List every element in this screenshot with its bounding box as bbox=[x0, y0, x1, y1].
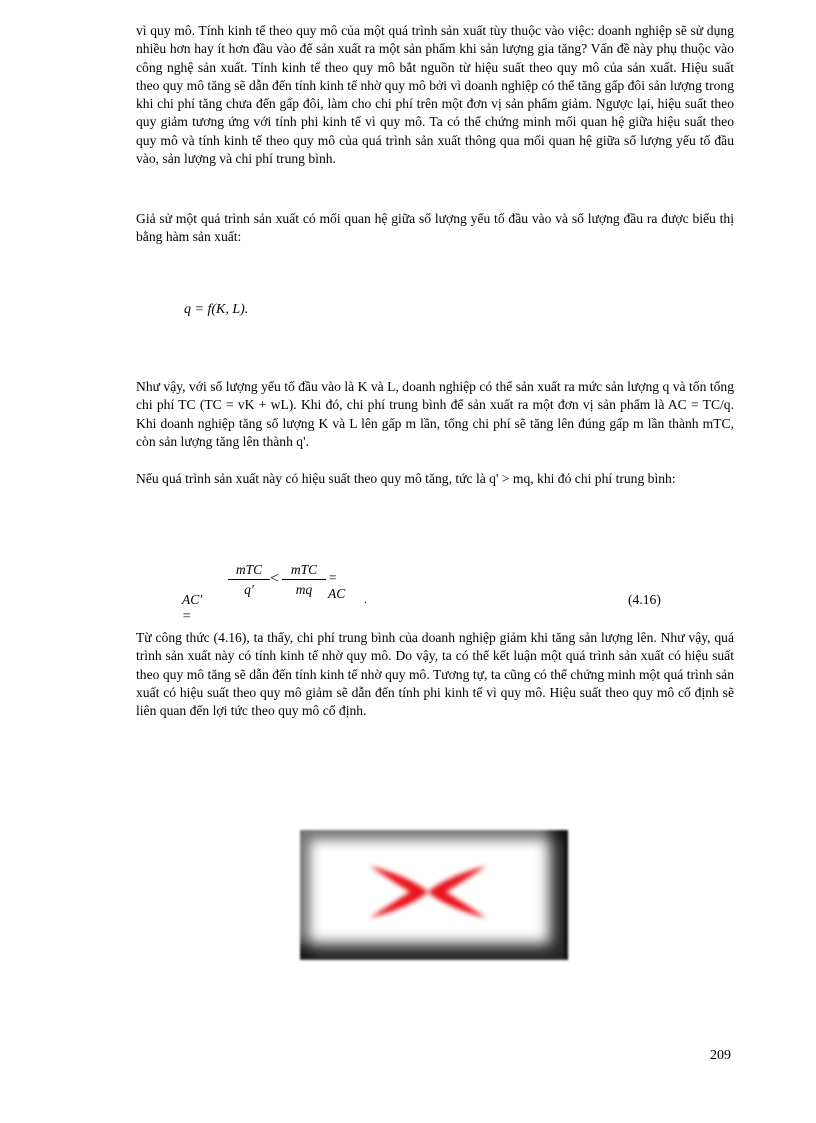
equation-fraction-2 bbox=[282, 562, 326, 598]
paragraph-increasing-returns: Nếu quá trình sản xuất này có hiệu suất theo quy mô tăng, tức là q' > mq, khi đó chi phí trung bình: bbox=[136, 471, 676, 486]
page-number: 209 bbox=[710, 1048, 731, 1063]
paragraph-economies-of-scale: vì quy mô. Tính kinh tế theo quy mô của một quá trình sản xuất tùy thuộc vào việc: doanh nghiệp sẽ sử dụng nhiều hơn hay ít hơn đầu vào để sản xuất ra một sản phẩm khi sản lượng gia tăng? Vấn đề này phụ thuộc vào công nghệ sản xuất. Tính kinh tế theo quy mô bắt nguồn từ hiệu suất theo quy mô của sản xuất. Hiệu suất theo quy mô tăng sẽ dẫn đến tính kinh tế nhờ quy mô bởi vì doanh nghiệp có thể tăng gấp đôi sản lượng trong khi chi phí tăng chưa đến gấp đôi, làm cho chi phí trên một đơn vị sản phẩm giảm. Ngược lại, hiệu suất theo quy giảm tương ứng với tính phi kinh tế vì quy mô. Ta có thể chứng minh mối quan hệ giữa hiệu suất theo quy mô và tính kinh tế theo quy mô của quá trình sản xuất thông qua mối quan hệ giữa số lượng yếu tố đầu vào, sản lượng và chi phí trung bình. bbox=[136, 23, 734, 167]
paragraph-cost-definition: Như vậy, với số lượng yếu tố đầu vào là K và L, doanh nghiệp có thể sản xuất ra mức sản lượng q và tốn tổng chi phí TC (TC = vK + wL). Khi đó, chi phí trung bình để sản xuất ra một đơn vị sản phẩm là AC = TC/q. Khi doanh nghiệp tăng số lượng K và L lên gấp m lần, tổng chi phí sẽ tăng lên đúng gấp m lần thành mTC, còn sản lượng tăng lên thành q'. bbox=[136, 379, 734, 449]
broken-image-placeholder bbox=[300, 830, 568, 960]
fraction-2-numerator: mTC bbox=[282, 562, 326, 580]
paragraph-production-function-intro: Giả sử một quá trình sản xuất có mối quan hệ giữa số lượng yếu tố đầu vào và số lượng đầu ra được biểu thị bằng hàm sản xuất: bbox=[136, 211, 734, 245]
fraction-1-denominator: q' bbox=[244, 582, 254, 597]
equation-number: (4.16) bbox=[628, 592, 661, 607]
less-than-sign: < bbox=[270, 570, 280, 587]
equation-fraction-1 bbox=[228, 562, 270, 598]
equation-lhs: AC' = bbox=[182, 592, 203, 623]
production-function-formula: q = f(K, L). bbox=[184, 302, 249, 317]
equation-period: . bbox=[364, 592, 367, 606]
red-x-icon bbox=[362, 860, 494, 924]
fraction-2-denominator: mq bbox=[295, 582, 313, 597]
equation-rhs: = AC bbox=[328, 570, 346, 601]
fraction-1-numerator: mTC bbox=[228, 562, 270, 580]
paragraph-conclusion: Từ công thức (4.16), ta thấy, chi phí trung bình của doanh nghiệp giảm khi tăng sản lượng lên. Như vậy, quá trình sản xuất này có tính kinh tế nhờ quy mô. Do vậy, ta có thể kết luận một quá trình sản xuất có hiệu suất theo quy mô tăng sẽ dẫn đến tính kinh tế nhờ quy mô. Tương tự, ta cũng có thể chứng minh một quá trình sản xuất có hiệu suất theo quy mô giảm sẽ dẫn đến tính phi kinh tế vì quy mô. Hiệu suất theo quy mô cố định sẽ liên quan đến lợi tức theo quy mô cố định. bbox=[136, 630, 734, 719]
